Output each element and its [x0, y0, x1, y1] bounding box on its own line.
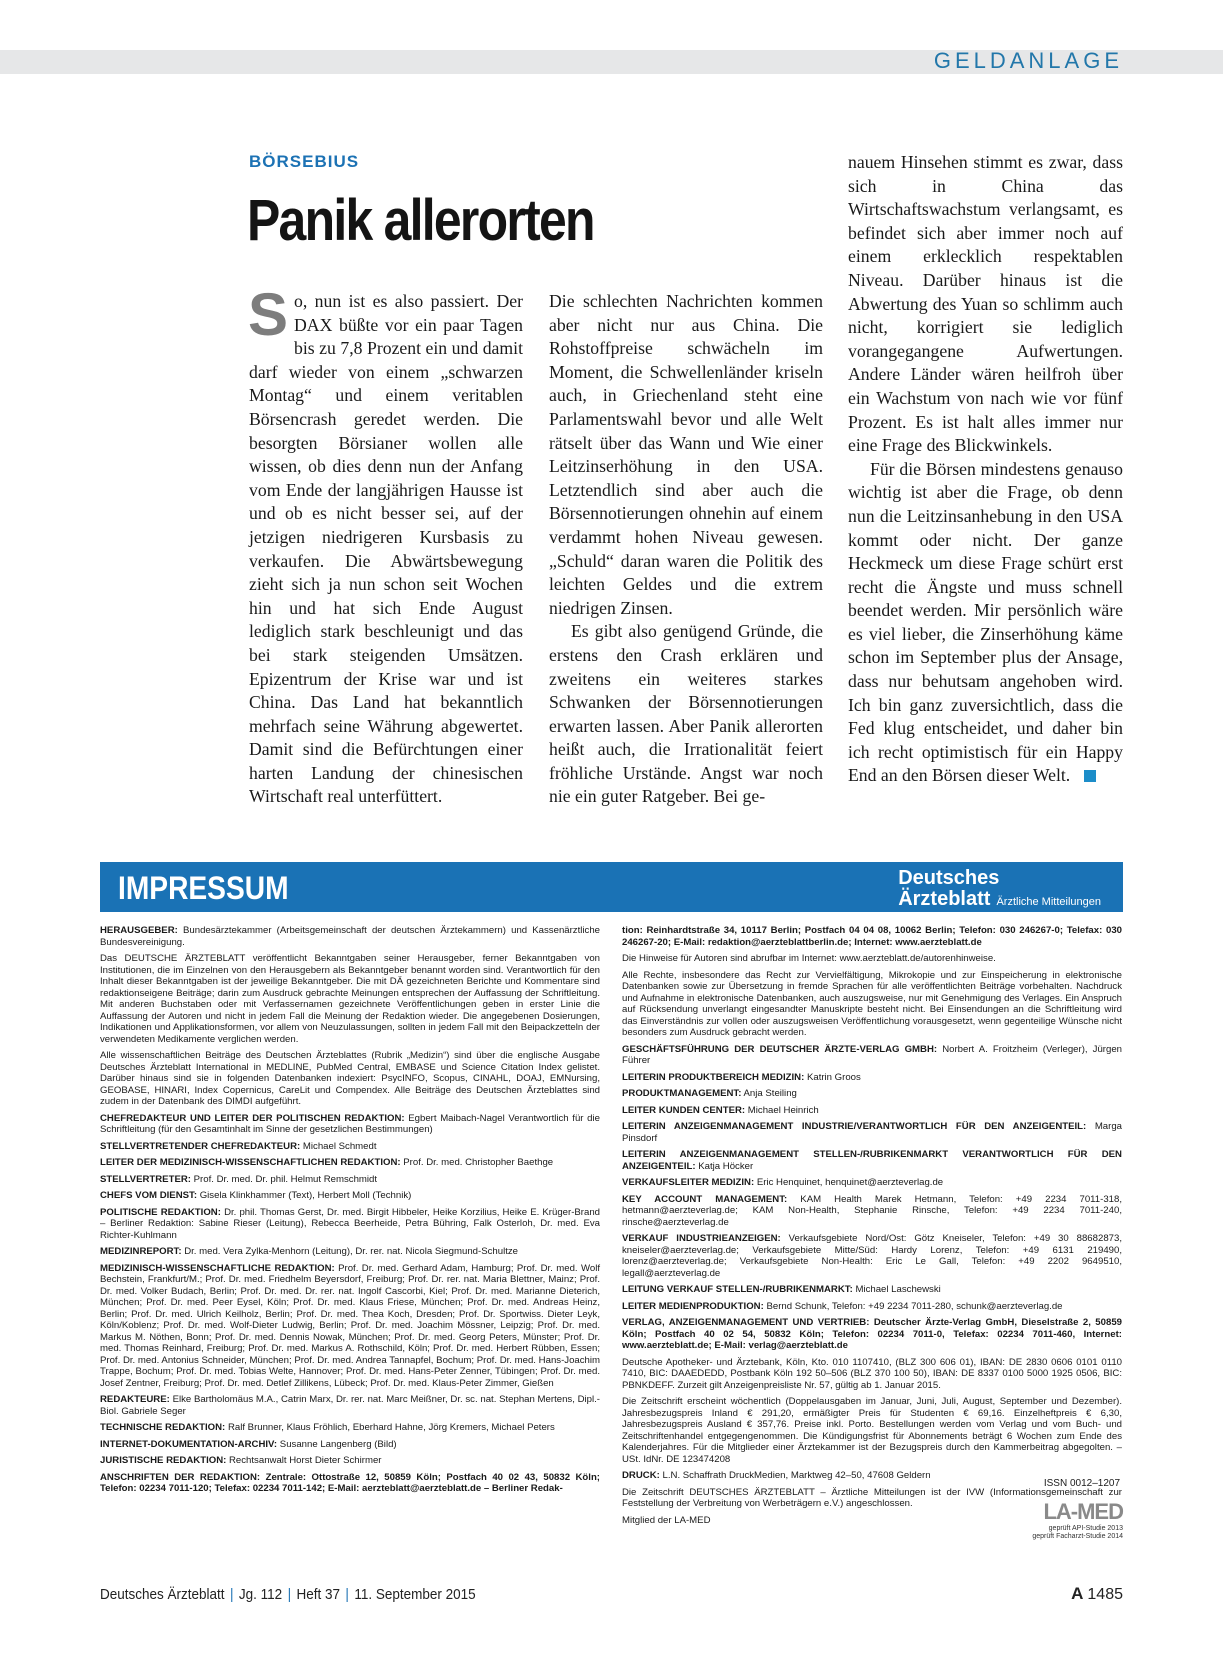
impressum-text: Gisela Klinkhammer (Text), Herbert Moll (Technik) [199, 1190, 412, 1201]
impressum-text: Bundesärztekammer (Arbeitsgemeinschaft der deutschen Ärztekammern) und Kassenärztliche Bundesvereinigung. [100, 925, 601, 948]
logo-line-1: Deutsches [898, 867, 1000, 889]
dropcap: S [248, 281, 289, 348]
impressum-label: LEITERIN PRODUKTBEREICH MEDIZIN: [622, 1071, 805, 1083]
impressum-label: DRUCK: [622, 1470, 660, 1481]
impressum-entry [622, 1357, 1122, 1392]
impressum-text: KAM Health Marek Hetmann, Telefon: +49 2234 7011-318, hetmann@aerzteverlag.de; KAM Non-Health, Stephanie Rinsche, Telefon: +49 2234 7011-240, rinsche@aerzteverlag.de [622, 1193, 1122, 1228]
impressum-text: Mitglied der LA-MED [622, 1514, 711, 1526]
impressum-text: Egbert Maibach-Nagel Verantwortlich für die Schriftleitung (für den Gesamtinhalt im Sinne der gesetzlichen Bestimmungen) [100, 1112, 600, 1135]
impressum-label: LEITUNG VERKAUF STELLEN-/RUBRIKENMARKT: [622, 1284, 853, 1295]
impressum-label: REDAKTEURE: [100, 1394, 170, 1405]
impressum-label: LEITERIN ANZEIGENMANAGEMENT STELLEN-/RUBRIKENMARKT VERANTWORTLICH FÜR DEN ANZEIGENTEIL: [622, 1149, 1122, 1172]
impressum-text: Dr. med. Vera Zylka-Menhorn (Leitung), Dr. rer. nat. Nicola Siegmund-Schultze [184, 1246, 519, 1257]
impressum-label: TECHNISCHE REDAKTION: [100, 1422, 226, 1433]
impressum-entry [622, 1301, 1122, 1313]
article-title: Panik allerorten [247, 188, 594, 253]
impressum-text: Bernd Schunk, Telefon: +49 2234 7011-280, schunk@aerzteverlag.de [766, 1300, 1063, 1312]
impressum-entry [100, 1263, 600, 1390]
impressum-label: HERAUSGEBER: [100, 925, 178, 936]
impressum-entry [100, 925, 600, 948]
impressum-label: KEY ACCOUNT MANAGEMENT: [622, 1193, 788, 1205]
impressum-entry [100, 1472, 600, 1495]
lamed-badge [1005, 1499, 1123, 1541]
impressum-text: Ralf Brunner, Klaus Fröhlich, Eberhard Hahne, Jörg Kremers, Michael Peters [227, 1422, 555, 1433]
impressum-text: Alle Rechte, insbesondere das Recht zur Vervielfältigung, Mikrokopie und zur Einspeicherung in elektronische Datenbanken sowie zur Übersetzung in fremde Sprachen für alle veröffentlichten Beiträge vorbehalten. Nachdruck und Aufnahme in elektronische Datenbanken, auch auszugsweise, nur mit Genehmigung des Verlages. Ein Anspruch auf Rücksendung unverlangt eingesandter Manuskripte besteht nicht. Bei Einsendungen an die Schriftleitung wird das Einverständnis zur vollen oder auszugsweisen Veröffentlichung vorausgesetzt, wenn gegenteilige Wünsche nicht besonders zum Ausdruck gebracht werden. [622, 969, 1122, 1038]
impressum-entry [100, 1394, 600, 1417]
impressum-label: ANSCHRIFTEN DER REDAKTION: Zentrale: Ottostraße 12, 50859 Köln; Postfach 40 02 43, 50832 Köln; Telefon: 02234 7011-120; Telefax: 02234 7011-142; E-Mail: aerzteblatt@aerzteblatt.de – Berliner Redak- [100, 1471, 600, 1494]
impressum-label: VERKAUF INDUSTRIEANZEIGEN: [622, 1233, 781, 1244]
impressum-text: Prof. Dr. med. Dr. phil. Helmut Remschmidt [193, 1173, 378, 1185]
impressum-label: STELLVERTRETER: [100, 1173, 191, 1185]
impressum-label: INTERNET-DOKUMENTATION-ARCHIV: [100, 1438, 278, 1450]
issn: ISSN 0012–1207 [1043, 1478, 1120, 1489]
impressum-entry [622, 1317, 1122, 1352]
article-column-3 [848, 151, 1123, 788]
impressum-entry [622, 1233, 1122, 1279]
paragraph: Die schlechten Nachrichten kommen aber nicht nur aus China. Die Rohstoffpreise schwächeln im Moment, die Schwellenländer kriseln auch, in Griechenland steht eine Parlamentswahl bevor und alle Welt rätselt über das Wann und Wie einer Leitzinserhöhung in den USA. Letztendlich sind aber auch die Börsennotierungen ohnehin auf einem verdammt hohen Niveau gewesen. „Schuld“ daran waren die Politik des leichten Geldes und die extrem niedrigen Zinsen. [549, 291, 823, 618]
lead-text: o, nun ist es also passiert. Der DAX büßte vor ein paar Tagen bis zu 7,8 Prozent ein und damit darf wieder von einem „schwarzen Montag“ und einem veritablen Börsencrash geredet werden. Die besorgten Börsianer wollen alle wissen, ob dies denn nun der Anfang vom Ende der langjährigen Hausse ist und ob es nicht besser sei, auf der jetzigen niedrigeren Kursbasis zu verkaufen. Die Abwärtsbewegung zieht sich ja nun schon seit Wochen hin und hat sich Ende August lediglich stark beschleunigt und das bei stark steigenden Umsätzen. Epizentrum der Krise war und ist China. Das Land hat bekanntlich mehrfach seine Währung abgewertet. Damit sind die Befürchtungen einer harten Landung der chinesischen Wirtschaft real unterfüttert. [249, 291, 523, 807]
impressum-text: Dr. phil. Thomas Gerst, Dr. med. Birgit Hibbeler, Heike Korzilius, Heike E. Krüger-Brand – Berliner Redaktion: Sabine Rieser (Leitung), Rebecca Beerheide, Petra Bühring, Falk Osterloh, Dr. med. Eva Richter-Kuhlmann [100, 1206, 600, 1241]
impressum-label: LEITER KUNDEN CENTER: [622, 1104, 746, 1116]
impressum-text: Die Zeitschrift erscheint wöchentlich (Doppelausgaben im Januar, Juni, Juli, August, September und Dezember). Jahresbezugspreis Inland € 291,20, ermäßigter Preis für Studenten € 69,16. Einzelheftpreis € 6,30, Jahresbezugspreis Ausland € 357,76. Preise inkl. Porto. Bestellungen werden vom Verlag und vom Buch- und Zeitschriftenhandel entgegengenommen. Die Kündigungsfrist für Abonnements beträgt 6 Wochen zum Ende des Kalenderjahres. Für die Mitglieder einer Ärztekammer ist der Bezugspreis durch den Kammerbeitrag abgegolten. – USt. IdNr. DE 123474208 [622, 1396, 1122, 1465]
impressum-label: CHEFREDAKTEUR UND LEITER DER POLITISCHEN REDAKTION: [100, 1112, 405, 1124]
impressum-text: Prof. Dr. med. Gerhard Adam, Hamburg; Prof. Dr. med. Wolf Bechstein, Frankfurt/M.; Prof. Dr. med. Friedhelm Beyersdorf, Freiburg; Prof. Dr. rer. nat. Maria Blettner, Mainz; Prof. Dr. med. Volker Budach, Berlin; Prof. Dr. med. Dr. rer. nat. Ingolf Cascorbi, Kiel; Prof. Dr. med. Marianne Dieterich, München; Prof. Dr. med. Peer Eysel, Köln; Prof. Dr. med. Klaus Friese, München; Prof. Dr. med. Andreas Heinz, Berlin; Prof. Dr. med. Ulrich Keilholz, Berlin; Prof. Dr. med. Thea Koch, Dresden; Prof. Dr. Sportwiss. Dieter Leyk, Köln/Koblenz; Prof. Dr. med. Wolf-Dieter Ludwig, Berlin; Prof. Dr. med. Joachim Mössner, Leipzig; Prof. Dr. med. Markus M. Nöthen, Bonn; Prof. Dr. med. Dennis Nowak, München; Prof. Dr. med. Georg Peters, Münster; Prof. Dr. med. Thomas Reinhard, Freiburg; Prof. Dr. med. Markus A. Rothschild, Köln; Prof. Dr. med. Herbert Rübben, Essen; Prof. Dr. med. Antonius Schneider, München; Prof. Dr. med. Andrea Tannapfel, Bochum; Prof. Dr. med. Hans-Joachim Trappe, Bochum; Prof. Dr. med. Tobias Welte, Hannover; Prof. Dr. med. Hans-Peter Zenner, Tübingen; Prof. Dr. med. Josef Zentner, Freiburg; Prof. Dr. med. Detlef Zillikens, Lübeck; Prof. Dr. med. Klaus-Peter Zimmer, Gießen [100, 1262, 600, 1389]
impressum-text: Verkaufsgebiete Nord/Ost: Götz Kneiseler, Telefon: +49 30 88682873, kneiseler@aerzteverlag.de; Verkaufsgebiete Mitte/Süd: Hardy Lorenz, Telefon: +49 6131 219490, lorenz@aerzteverlag.de; Verkaufsgebiete Non-Health: Eric Le Gall, Telefon: +49 2202 9649510, legall@aerzteverlag.de [622, 1233, 1122, 1279]
logo-subtitle: Ärztliche Mitteilungen [996, 896, 1101, 908]
impressum-entry [100, 1422, 600, 1434]
impressum-label: LEITER DER MEDIZINISCH-WISSENSCHAFTLICHEN REDAKTION: [100, 1157, 401, 1168]
impressum-label: VERKAUFSLEITER MEDIZIN: [622, 1177, 755, 1188]
impressum-text: Rechtsanwalt Horst Dieter Schirmer [229, 1455, 382, 1466]
impressum-entry [100, 1190, 600, 1202]
footer-journal: Deutsches Ärzteblatt [100, 1586, 225, 1603]
impressum-entry [622, 925, 1122, 948]
article-kicker: BÖRSEBIUS [249, 152, 360, 171]
impressum-text: Michael Schmedt [302, 1140, 377, 1152]
impressum-entry [622, 1121, 1122, 1144]
impressum-text: Elke Bartholomäus M.A., Catrin Marx, Dr. rer. nat. Marc Meißner, Dr. sc. nat. Stephan Mertens, Dipl.-Biol. Gabriele Seger [100, 1394, 600, 1417]
page-number-value: 1485 [1087, 1586, 1123, 1603]
impressum-entry [622, 1149, 1122, 1172]
impressum-column-right [622, 925, 1122, 1531]
footer-volume: Jg. 112 [238, 1586, 283, 1603]
impressum-text: Die Zeitschrift DEUTSCHES ÄRZTEBLATT – Ärztliche Mitteilungen ist der IVW (Informationsgemeinschaft zur Feststellung der Verbreitung von Werbeträgern e.V.) angeschlossen. [622, 1486, 1122, 1509]
impressum-entry [100, 1439, 600, 1451]
impressum-label: PRODUKTMANAGEMENT: [622, 1088, 742, 1099]
impressum-label: LEITERIN ANZEIGENMANAGEMENT INDUSTRIE/VERANTWORTLICH FÜR DEN ANZEIGENTEIL: [622, 1121, 1087, 1132]
impressum-entry [100, 1050, 600, 1108]
impressum-label: GESCHÄFTSFÜHRUNG DER DEUTSCHER ÄRZTE-VERLAG GMBH: [622, 1043, 938, 1055]
impressum-entry [622, 1088, 1122, 1100]
impressum-label: VERLAG, ANZEIGENMANAGEMENT UND VERTRIEB: Deutscher Ärzte-Verlag GmbH, Dieselstraße 2, 50859 Köln; Postfach 40 02 54, 50832 Köln; Telefon: 02234 7011-0, Telefax: 02234 7011-460, Internet: www.aerzteblatt.de; E-Mail: verlag@aerzteblatt.de [622, 1317, 1122, 1351]
footer-issue: Heft 37 [296, 1586, 341, 1603]
lamed-caption-1: geprüft API-Studie 2013 [1048, 1525, 1123, 1532]
logo-line-2: Ärzteblatt [898, 888, 991, 910]
impressum-entry [100, 1246, 600, 1258]
impressum-text: Katrin Groos [806, 1071, 861, 1083]
journal-logo [898, 867, 1101, 912]
impressum-text: L.N. Schaffrath DruckMedien, Marktweg 42–50, 47608 Geldern [662, 1470, 931, 1481]
separator: | [229, 1586, 234, 1603]
impressum-entry [100, 1113, 600, 1136]
article-column-2 [549, 290, 823, 809]
impressum-entry [622, 1284, 1122, 1296]
impressum-entry [100, 1174, 600, 1186]
impressum-label: CHEFS VOM DIENST: [100, 1190, 198, 1201]
impressum-text: Katja Höcker [698, 1160, 754, 1172]
impressum-entry [100, 1141, 600, 1153]
impressum-entry [622, 1177, 1122, 1189]
impressum-text: Marga Pinsdorf [622, 1121, 1123, 1144]
impressum-label: POLITISCHE REDAKTION: [100, 1206, 221, 1218]
impressum-entry [622, 1072, 1122, 1084]
impressum-entry [622, 1194, 1122, 1229]
impressum-entry [100, 1455, 600, 1467]
paragraph-last [848, 458, 1123, 788]
impressum-column-left [100, 925, 600, 1500]
impressum-title: IMPRESSUM [118, 870, 289, 906]
impressum-text: Eric Henquinet, henquinet@aerzteverlag.de [756, 1177, 944, 1188]
impressum-entry [622, 1044, 1122, 1067]
footer-date: 11. September 2015 [354, 1586, 476, 1603]
impressum-text: Prof. Dr. med. Christopher Baethge [403, 1157, 554, 1168]
lamed-caption-2: geprüft Facharzt-Studie 2014 [1032, 1533, 1123, 1540]
impressum-text: Michael Heinrich [747, 1104, 819, 1116]
impressum-text: Norbert A. Froitzheim (Verleger), Jürgen Führer [622, 1043, 1122, 1066]
impressum-entry [622, 1105, 1122, 1117]
impressum-label: JURISTISCHE REDAKTION: [100, 1455, 227, 1466]
impressum-text: Michael Laschewski [855, 1284, 941, 1295]
impressum-label: LEITER MEDIENPRODUKTION: [622, 1300, 764, 1312]
impressum-text: Susanne Langenberg (Bild) [279, 1438, 397, 1450]
impressum-entry [622, 953, 1122, 965]
impressum-entry [622, 970, 1122, 1039]
paragraph: Es gibt also genügend Gründe, die erstens den Crash erklären und zweitens ein weiteres starkes Schwanken der Börsennotierungen erwarten lassen. Aber Panik allerorten heißt auch, die Irrationalität feiert fröhliche Urstände. Angst war noch nie ein guter Ratgeber. Bei ge- [549, 621, 823, 807]
paragraph-text: Für die Börsen mindestens genauso wichtig ist aber die Frage, ob denn nun die Leitzinsanhebung in den USA kommt oder nicht. Der ganze Heckmeck um diese Frage schürt erst recht die Ängste und muss schnell beendet werden. Mir persönlich wäre es viel lieber, die Zinserhöhung käme schon im September plus der Ansage, dass nur behutsam angehoben wird. Ich bin ganz zuversichtlich, dass die Fed klug entscheidet, und daher bin ich recht optimistisch für ein Happy End an den Börsen dieser Welt. [848, 458, 1123, 786]
impressum-entry [100, 1157, 600, 1169]
footer-citation [100, 1586, 476, 1603]
impressum-label: tion: Reinhardtstraße 34, 10117 Berlin; Postfach 04 04 08, 10062 Berlin; Telefon: 030 246267-0; Telefax: 030 246267-20; E-Mail: redaktion@aerzteblattberlin.de; Internet: www.aerzteblatt.de [622, 925, 1122, 948]
impressum-label: MEDIZINISCH-WISSENSCHAFTLICHE REDAKTION: [100, 1262, 335, 1274]
lamed-logo: LA-MED [1043, 1499, 1123, 1524]
impressum-entry [622, 1396, 1122, 1465]
page-prefix: A [1071, 1584, 1084, 1603]
separator: | [287, 1586, 292, 1603]
paragraph: nauem Hinsehen stimmt es zwar, dass sich in China das Wirtschaftswachstum verlangsamt, es befindet sich aber immer noch auf einem erklecklich respektablen Niveau. Darüber hinaus ist die Abwertung des Yuan so schlimm auch nicht, korrigiert sie lediglich vorangegangene Aufwertungen. Andere Länder wären heilfroh über ein Wachstum von nach wie vor fünf Prozent. Es ist halt alles immer nur eine Frage des Blickwinkels. [848, 152, 1123, 456]
impressum-entry [100, 953, 600, 1045]
impressum-entry [100, 1207, 600, 1242]
impressum-text: Das DEUTSCHE ÄRZTEBLATT veröffentlicht Bekanntgaben seiner Herausgeber, ferner Bekanntgaben von Institutionen, die im Einzelnen von den Herausgebern als Bekanntgeber benannt worden sind. Verantwortlich für den Inhalt dieser Bekanntgaben ist der jeweilige Bekanntgeber. Die mit DÄ gezeichneten Berichte und Kommentare sind redaktionseigene Beiträge; darin zum Ausdruck gebrachte Meinungen entsprechen der Auffassung der Schriftleitung. Mit anderen Buchstaben oder mit Verfassernamen gezeichnete Veröffentlichungen geben in erster Linie die Auffassung der Autoren und nicht in jedem Fall die Meinung der Redaktion wieder. Die angegebenen Dosierungen, Indikationen und Applikationsformen, vor allem von Neuzulassungen, sollten in jedem Fall mit den Beipackzetteln der verwendeten Medikamente verglichen werden. [100, 953, 600, 1045]
impressum-text: Anja Steiling [743, 1088, 797, 1099]
article-column-1 [248, 281, 523, 809]
impressum-text: Die Hinweise für Autoren sind abrufbar im Internet: www.aerzteblatt.de/autorenhinweise. [622, 953, 996, 964]
separator: | [345, 1586, 349, 1603]
impressum-text: Deutsche Apotheker- und Ärztebank, Köln, Kto. 010 1107410, (BLZ 300 606 01), IBAN: DE 2830 0606 0101 0110 7410, BIC: DAAEDEDD, Postbank Köln 192 50–506 (BLZ 370 100 50), IBAN: DE 8337 0100 5000 1925 0506, BIC: PBNKDEFF. Zurzeit gilt Anzeigenpreisliste Nr. 57, gültig ab 1. Januar 2015. [622, 1356, 1122, 1391]
section-label: GELDANLAGE [933, 48, 1123, 73]
impressum-text: Alle wissenschaftlichen Beiträge des Deutschen Ärzteblattes (Rubrik „Medizin“) sind über die englische Ausgabe Deutsches Ärzteblatt International in MEDLINE, PubMed Central, EMBASE und Science Citation Index gelistet. Darüber hinaus sind sie in folgenden Datenbanken indexiert: PsycINFO, Scopus, CINAHL, DOAJ, EMNursing, GEOBASE, HINARI, Index Copernicus, CareLit und Compendex. Alle Beiträge des Deutschen Ärzteblattes sind zudem in der Datenbank des DIMDI aufgeführt. [100, 1050, 600, 1107]
impressum-label: STELLVERTRETENDER CHEFREDAKTEUR: [100, 1140, 301, 1152]
page-number [1071, 1584, 1123, 1604]
impressum-label: MEDIZINREPORT: [100, 1246, 182, 1257]
end-mark-icon [1084, 770, 1096, 782]
impressum-header [100, 862, 1123, 912]
